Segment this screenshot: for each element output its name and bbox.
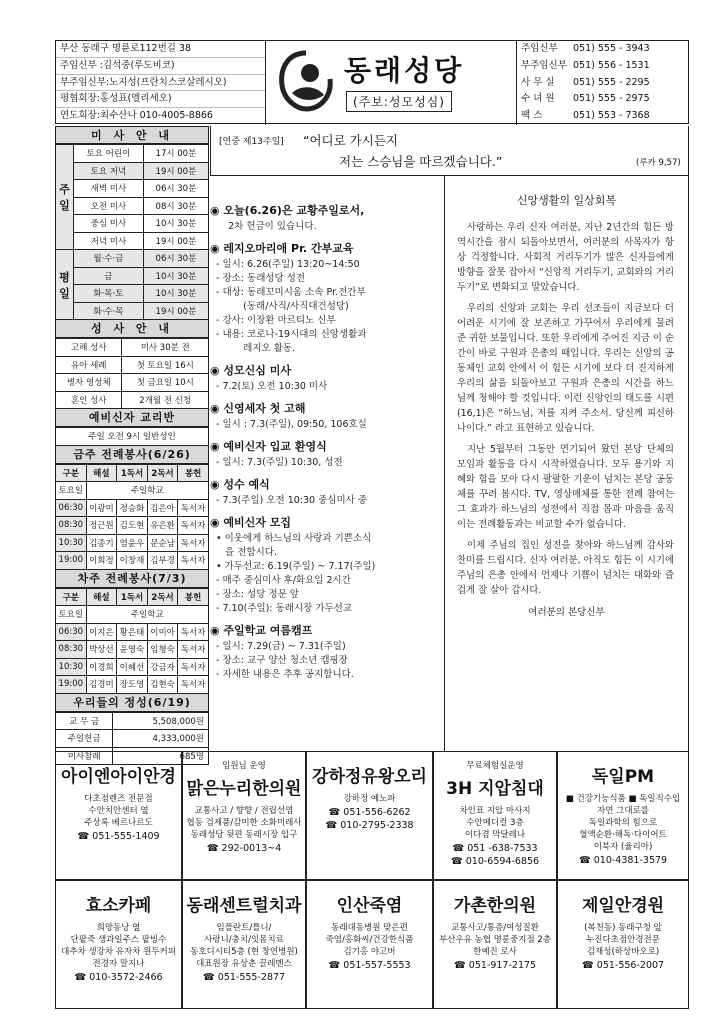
duty-saturday: 토요일 <box>56 606 87 624</box>
notice-item <box>210 202 440 234</box>
contact-label: 사 무 실 <box>521 76 555 88</box>
notice-line: - 장소: 교구 양산 청소년 캠핑장 <box>216 655 348 666</box>
mass-time: 19시 00분 <box>143 162 208 180</box>
notice-line: • 이웃에게 하느님의 사랑과 기쁜소식 <box>216 533 372 544</box>
mass-title: 미 사 안 내 <box>55 126 209 144</box>
notice-line: 을 전합시다. <box>216 547 277 558</box>
duty-time: 19:00 <box>56 676 87 694</box>
notice-line: - 7.2(토) 오전 10:30 미사 <box>216 381 328 392</box>
mass-time: 10시 30분 <box>143 267 208 285</box>
duty-person: 윤영숙 <box>117 641 148 659</box>
notice-item <box>210 362 440 394</box>
offering-title: 우리들의 정성(6/19) <box>55 694 209 712</box>
notice-line: - 매주 중심미사 후/화요일 2시간 <box>216 575 351 586</box>
duty-person: 정승화 <box>117 499 148 517</box>
contact-row <box>517 108 690 125</box>
ad-text: 교통사고/통증/여성질환 <box>451 923 539 933</box>
header-info <box>56 41 266 125</box>
article-signature: 여러분의 본당신부 <box>528 607 605 618</box>
ad-title: 제일안경원 <box>581 896 665 916</box>
council-line: 평협회장:홍성표(엘리세오) <box>56 91 265 108</box>
bulletin-header <box>55 40 689 124</box>
notice-line: - 자세한 내용은 추후 공지합니다. <box>216 669 354 680</box>
weekday-label: 평 일 <box>56 250 74 320</box>
notice-heading: ◉ 레지오마리애 Pr. 간부교육 <box>210 242 354 255</box>
duty-person: 이미아 <box>147 623 178 641</box>
duty-person: 문순남 <box>147 534 178 552</box>
mass-day: 월·수·금 <box>74 250 144 268</box>
sacrament-name: 혼인 성사 <box>56 391 122 409</box>
notice-line: 2차 헌금이 있습니다. <box>216 221 317 232</box>
duty-person: 이지은 <box>86 623 117 641</box>
left-column <box>55 126 209 765</box>
ad-title: 아이엔아이안경 <box>61 767 176 787</box>
ad-phone: ☎ 010-6594-6856 <box>450 856 540 867</box>
notice-line: - 내용: 코로나-19시대의 신앙생활과 <box>216 329 367 340</box>
duty-header: 봉헌 <box>178 464 209 482</box>
offering-label: 교 무 금 <box>56 712 113 730</box>
ad-text: 동래대동병원 맞은편 <box>331 923 408 933</box>
duty-person: 유은환 <box>147 517 178 535</box>
ad-phone: ☎ 010-2795-2338 <box>325 820 414 831</box>
article-paragraph: 우리의 신앙과 교회는 우리 선조들이 지금보다 더 어려운 시기에 잘 보존하고 가꾸어서 우리에게 물려준 귀한 보물입니다. 또한 우리에게 주어진 지금 이 순간이 바로 구원과 은총의 때입니다. 우리는 신앙의 공동체인 교회 안에서 이 힘든 시기에 보다 더 진지하게 우리의 삶을 되돌아보고 구원과 은총의 시간을 하느님께 청해야 할 것입니다. 이런 신앙인의 태도를 시편(16,1)은 “하느님, 저를 지켜 주소서. 당신께 피신하나이다.” 라고 표현하고 있습니다. <box>457 303 675 434</box>
article-paragraph: 지난 5월부터 그동안 연기되어 왔던 본당 단체의 모임과 활동을 다시 시작하였습니다. 모두 용기와 지혜와 힘을 모아 다시 팔팔한 기운이 넘치는 본당 공동체를 꾸려 봅시다. TV, 영상매체를 통한 전례 참여는 그 효과가 하느님의 성전에서 직접 몸과 마음을 움직이는 전례활동과는 비교할 수가 없습니다. <box>457 444 674 530</box>
ad-text: 수안메디컬 3층 <box>466 818 524 828</box>
notice-line: - 장소: 동래성당 성전 <box>216 273 306 284</box>
contact-row <box>517 41 690 58</box>
ad-title: 효소카페 <box>85 896 152 916</box>
notice-item <box>210 622 440 682</box>
duty-header: 해설 <box>86 588 117 606</box>
duty-person: 독서자 <box>178 499 209 517</box>
sunday-tag: [연중 제13주일] <box>219 137 284 147</box>
pastor-letter <box>445 176 689 751</box>
ad-title: 동래센트럴치과 <box>186 896 302 916</box>
article-title: 신앙생활의 일상회복 <box>516 194 617 207</box>
mass-table <box>55 144 209 320</box>
ad-title: 독일PM <box>591 767 655 787</box>
sponsor-ads <box>55 751 689 1009</box>
contact-phone: 051) 555 - 3943 <box>573 43 650 54</box>
ad-text: 차인표 지압 마사지 <box>459 806 531 816</box>
ad-card <box>306 880 433 1009</box>
quote-line-1: “어디로 가시든지 <box>303 133 398 148</box>
ad-card <box>55 751 182 880</box>
ad-text: 동호디시티5층 (현 창연병원) <box>190 947 298 957</box>
mass-name: 저녁 미사 <box>74 232 144 250</box>
ad-text: 자연 그대로를 <box>597 806 649 816</box>
mass-time: 06시 30분 <box>143 250 208 268</box>
sacrament-name: 고해 성사 <box>56 339 122 357</box>
sunday-label: 주 일 <box>56 145 74 250</box>
duty-person: 김현숙 <box>147 676 178 694</box>
duty-person: 염윤우 <box>117 534 148 552</box>
notice-heading: ◉ 예비신자 입교 환영식 <box>210 440 327 453</box>
ad-title: 3H 지압침대 <box>446 779 544 799</box>
notice-line: - 7.10(주일): 동래시장 가두선교 <box>216 603 353 614</box>
duty-person: 독서자 <box>178 658 209 676</box>
ad-text: 주상록 베르나르도 <box>84 818 153 828</box>
ad-card <box>55 880 182 1009</box>
duty-person: 이창재 <box>117 552 148 570</box>
duty-saturday-group: 주일학교 <box>86 482 208 500</box>
notice-line: - 강사: 이장환 마르티노 신부 <box>216 315 336 326</box>
notice-item <box>210 476 440 508</box>
mass-day: 화·목·토 <box>74 285 144 303</box>
mass-name: 토요 어린이 <box>74 145 144 163</box>
patron: (주보:성모성심) <box>346 91 452 112</box>
duty-person: 독서자 <box>178 517 209 535</box>
sacrament-name: 병자 영성체 <box>56 374 122 392</box>
notice-heading: ◉ 오늘(6.26)은 교황주일로서, <box>210 204 365 217</box>
duty-person: 김부경 <box>147 552 178 570</box>
duty-person: 강금자 <box>147 658 178 676</box>
notice-heading: ◉ 성모신심 미사 <box>210 364 292 377</box>
contact-phone: 051) 555 - 2295 <box>573 76 650 88</box>
duty-person: 김은아 <box>147 499 178 517</box>
sacrament-time: 2개월 전 신청 <box>122 391 209 409</box>
mass-time: 19시 00분 <box>143 232 208 250</box>
ad-text: 대표원장 유상춘 끌레멘스 <box>196 959 292 969</box>
mass-time: 08시 30분 <box>143 197 208 215</box>
ad-phone: ☎ 051-556-2007 <box>581 960 665 971</box>
duty-header: 2독서 <box>147 464 178 482</box>
contact-phone: 051) 553 - 7368 <box>573 110 650 122</box>
quote-line-2: 저는 스승님을 따르겠습니다.” <box>339 154 503 169</box>
mass-time: 17시 00분 <box>143 145 208 163</box>
notice-line: - 일시: 7.3(주일) 10:30, 성전 <box>216 457 343 468</box>
notice-item <box>210 438 440 470</box>
ad-text: 누진다초점안경전문 <box>586 935 660 945</box>
pastor-line: 주임신부 :김석중(루도비코) <box>56 58 265 75</box>
duty-time: 08:30 <box>56 517 87 535</box>
duty-person: 정근원 <box>86 517 117 535</box>
duty-saturday-group: 주일학교 <box>86 606 208 624</box>
notice-heading: ◉ 성수 예식 <box>210 478 270 491</box>
address-line: 부산 동래구 명륜로112번길 38 <box>56 41 265 58</box>
sacrament-table <box>55 338 209 409</box>
duty2-table <box>55 588 209 694</box>
duty-person: 독서자 <box>178 552 209 570</box>
sacrament-name: 유아 세례 <box>56 356 122 374</box>
assistant-pastor-line: 부주임신부:노지성(프란치스코살레시오) <box>56 75 265 92</box>
ad-text: 이북자 (율리아) <box>593 842 653 852</box>
duty-person: 이혜선 <box>117 658 148 676</box>
ad-text: 동래성당 뒷편 동래시장 입구 <box>190 830 298 840</box>
ad-phone: ☎ 051-556-6262 <box>328 807 411 818</box>
ad-phone: ☎ 292-0013~4 <box>206 843 282 854</box>
contact-row <box>517 91 690 108</box>
ad-text: 전경자 말지나 <box>92 959 145 969</box>
duty1-table <box>55 464 209 570</box>
contact-phone: 051) 556 - 1531 <box>573 59 650 71</box>
ad-text: 김재성(하상바오로) <box>586 947 660 957</box>
mass-name: 오전 미사 <box>74 197 144 215</box>
duty-header: 2독서 <box>147 588 178 606</box>
ad-card <box>433 880 557 1009</box>
duty1-title: 금주 전례봉사(6/26) <box>55 446 209 464</box>
contact-row <box>517 75 690 92</box>
duty-person: 독서자 <box>178 641 209 659</box>
ad-phone: ☎ 051-555-2877 <box>202 972 286 983</box>
gospel-quote <box>210 126 689 176</box>
sacrament-time: 미사 30분 전 <box>122 339 209 357</box>
ad-text: 단팥죽 생과일주스 팥빙수 <box>70 935 167 945</box>
duty-header: 1독서 <box>117 588 148 606</box>
ad-card <box>433 751 557 880</box>
notice-line: 레지오 활동. <box>216 343 296 354</box>
notice-item <box>210 400 440 432</box>
contact-label: 팩 스 <box>521 110 543 122</box>
ad-text: 한예진 로사 <box>473 947 517 957</box>
duty-person: 이희정 <box>86 552 117 570</box>
notice-heading: ◉ 예비신자 모집 <box>210 516 292 529</box>
ad-phone: ☎ 010-4381-3579 <box>578 855 668 866</box>
ad-card <box>557 880 689 1009</box>
ad-text: ■ 건강기능식품 ■ 독일직수입 <box>565 794 681 804</box>
ad-card <box>182 880 306 1009</box>
ad-text: 희망동낭 옆 <box>96 923 141 933</box>
contact-label: 부주임신부 <box>521 59 567 71</box>
duty-header: 봉헌 <box>178 588 209 606</box>
catechumen-text: 주일 오전 9시 일반성인 <box>56 428 209 446</box>
offering-value: 5,508,000원 <box>113 712 209 730</box>
duty-time: 06:30 <box>56 623 87 641</box>
prayer-line: 연도회장:최수산나 010-4005-8866 <box>60 110 213 122</box>
church-name: 동래성당 <box>344 54 465 87</box>
notice-line: • 가두선교: 6.19(주일) ~ 7.17(주일) <box>216 561 376 572</box>
notice-line: - 일시: 6.26(주일) 13:20~14:50 <box>216 259 360 270</box>
ad-text: 무료체험실운영 <box>466 761 524 771</box>
article-paragraph: 이제 주님의 집인 성전을 찾아와 하느님께 감사와 찬미를 드립시다. 신자 여러분, 아직도 힘든 이 시기에 주님의 은총 안에서 언제나 기쁨이 넘치는 대화와 즐겁게 잘 살아 갑시다. <box>457 540 675 596</box>
duty-person: 독서자 <box>178 623 209 641</box>
duty-person: 독서자 <box>178 676 209 694</box>
duty-time: 19:00 <box>56 552 87 570</box>
header-title-area <box>266 41 516 125</box>
mass-time: 10시 30분 <box>143 285 208 303</box>
notice-line: - 대상: 동래꼬미시움 소속 Pr.전간부 <box>216 287 366 298</box>
offering-value: 685명 <box>113 747 209 765</box>
church-logo-icon <box>276 49 336 113</box>
duty-time: 10:30 <box>56 658 87 676</box>
mass-time: 06시 30분 <box>143 180 208 198</box>
duty-person: 이경희 <box>86 658 117 676</box>
notice-line: - 장소: 성당 정문 앞 <box>216 589 299 600</box>
ad-text: 협동 검제품/감미한 소화미레사 <box>186 818 302 828</box>
ad-text: 이다겸 막달레나 <box>464 830 526 840</box>
ad-card <box>182 751 306 880</box>
ad-text: 임플란트/틀니/ <box>216 923 272 933</box>
duty-person: 이광미 <box>86 499 117 517</box>
contact-label: 수 녀 원 <box>521 93 555 105</box>
mass-time: 10시 30분 <box>143 215 208 233</box>
sacrament-time: 첫 토요일 16시 <box>122 356 209 374</box>
duty-person: 박상선 <box>86 641 117 659</box>
article-body <box>445 220 688 598</box>
notice-line: - 일시: 7.29(금) ~ 7.31(주일) <box>216 641 346 652</box>
notice-heading: ◉ 주일학교 여름캠프 <box>210 624 313 637</box>
duty-time: 08:30 <box>56 641 87 659</box>
duty-header: 구분 <box>56 464 87 482</box>
mass-day: 화·수·목 <box>74 302 144 320</box>
ad-title: 인산죽염 <box>336 896 403 916</box>
mass-name: 토요 저녁 <box>74 162 144 180</box>
duty-person: 황은태 <box>117 623 148 641</box>
duty-time: 10:30 <box>56 534 87 552</box>
duty-person: 장도영 <box>117 676 148 694</box>
ad-text: 죽염/홍화씨/건강한식품 <box>325 935 414 945</box>
quote-reference: (루카 9,57) <box>636 158 681 168</box>
notice-heading: ◉ 신영세자 첫 고해 <box>210 402 306 415</box>
notices-column <box>210 176 445 751</box>
ad-phone: ☎ 051-555-1409 <box>77 831 160 842</box>
contact-phone: 051) 555 - 2975 <box>573 93 650 105</box>
sacrament-time: 첫 금요일 10시 <box>122 374 209 392</box>
offering-value: 4,333,000원 <box>113 730 209 748</box>
catechumen-title: 예비신자 교리반 <box>55 409 209 427</box>
article-paragraph: 사랑하는 우리 신자 여러분, 지난 2년간의 힘든 방역시간을 잠시 되돌아보면서, 여러분의 사목자가 항상 걱정합니다. 사회적 거리두기가 많은 신자들에게 방향을 잘못 잡아서 “신앙적 거리두기, 교회와의 거리두기”로 변화되고 말았습니다. <box>457 222 674 293</box>
ad-text: 사랑니/충치/잇몸치료 <box>204 935 284 945</box>
ad-text: 임원님 운영 <box>222 761 266 771</box>
mass-name: 중심 미사 <box>74 215 144 233</box>
offering-label: 미사참례 <box>56 747 113 765</box>
ad-text: 대추차 생강차 유자차 원두커피 <box>61 947 176 957</box>
notice-item <box>210 514 440 616</box>
duty-person: 김경미 <box>86 676 117 694</box>
duty-header: 구분 <box>56 588 87 606</box>
ad-title: 가촌한의원 <box>453 896 537 916</box>
duty2-title: 차주 전례봉사(7/3) <box>55 570 209 588</box>
contact-label: 주임신부 <box>521 43 558 54</box>
ad-phone: ☎ 051 -638-7533 <box>452 843 538 854</box>
notice-line: - 일시 : 7.3(주일), 09:50, 106호실 <box>216 419 367 430</box>
mass-name: 새벽 미사 <box>74 180 144 198</box>
ad-text: (복천동) 동래구청 앞 <box>584 923 662 933</box>
ad-title: 강하정유왕오리 <box>312 767 427 787</box>
sacrament-title: 성 사 안 내 <box>55 320 209 338</box>
ad-text: 다초점렌즈 전문점 <box>84 794 153 804</box>
duty-time: 06:30 <box>56 499 87 517</box>
mass-time: 19시 00분 <box>143 302 208 320</box>
ad-text: 수안치안센터 옆 <box>88 806 149 816</box>
ad-card <box>557 751 689 880</box>
notice-item <box>210 240 440 356</box>
duty-saturday: 토요일 <box>56 482 87 500</box>
ad-card <box>306 751 433 880</box>
ad-text: 부산우유 농협 명륜중지점 2층 <box>438 935 552 945</box>
ad-text: 강하정 예노파 <box>343 794 396 804</box>
ad-text: 김기홍 야고버 <box>343 947 396 957</box>
duty-person: 김종기 <box>86 534 117 552</box>
duty-header: 해설 <box>86 464 117 482</box>
ad-title: 맑은누리한의원 <box>186 779 302 799</box>
ad-phone: ☎ 010-3572-2466 <box>74 972 163 983</box>
notice-list <box>210 176 444 682</box>
ad-phone: ☎ 051-557-5553 <box>328 960 411 971</box>
contact-row <box>517 58 690 75</box>
ad-text: 교통사고 / 향향 / 전립선염 <box>194 806 294 816</box>
ad-text: 혈액순환·해독·다이어트 <box>579 830 667 840</box>
mass-day: 금 <box>74 267 144 285</box>
contact-list <box>516 41 690 125</box>
duty-person: 김도현 <box>117 517 148 535</box>
notice-line: - 7.3(주일) 오전 10:30 중심미사 중 <box>216 495 368 506</box>
duty-person: 독서자 <box>178 534 209 552</box>
duty-header: 1독서 <box>117 464 148 482</box>
ad-phone: ☎ 051-917-2175 <box>453 960 537 971</box>
duty-person: 임형숙 <box>147 641 178 659</box>
ad-text: 독일과학의 힘으로 <box>588 818 658 828</box>
offering-label: 주일헌금 <box>56 730 113 748</box>
notice-line: (동래/사직/사직대건성당) <box>216 301 349 312</box>
